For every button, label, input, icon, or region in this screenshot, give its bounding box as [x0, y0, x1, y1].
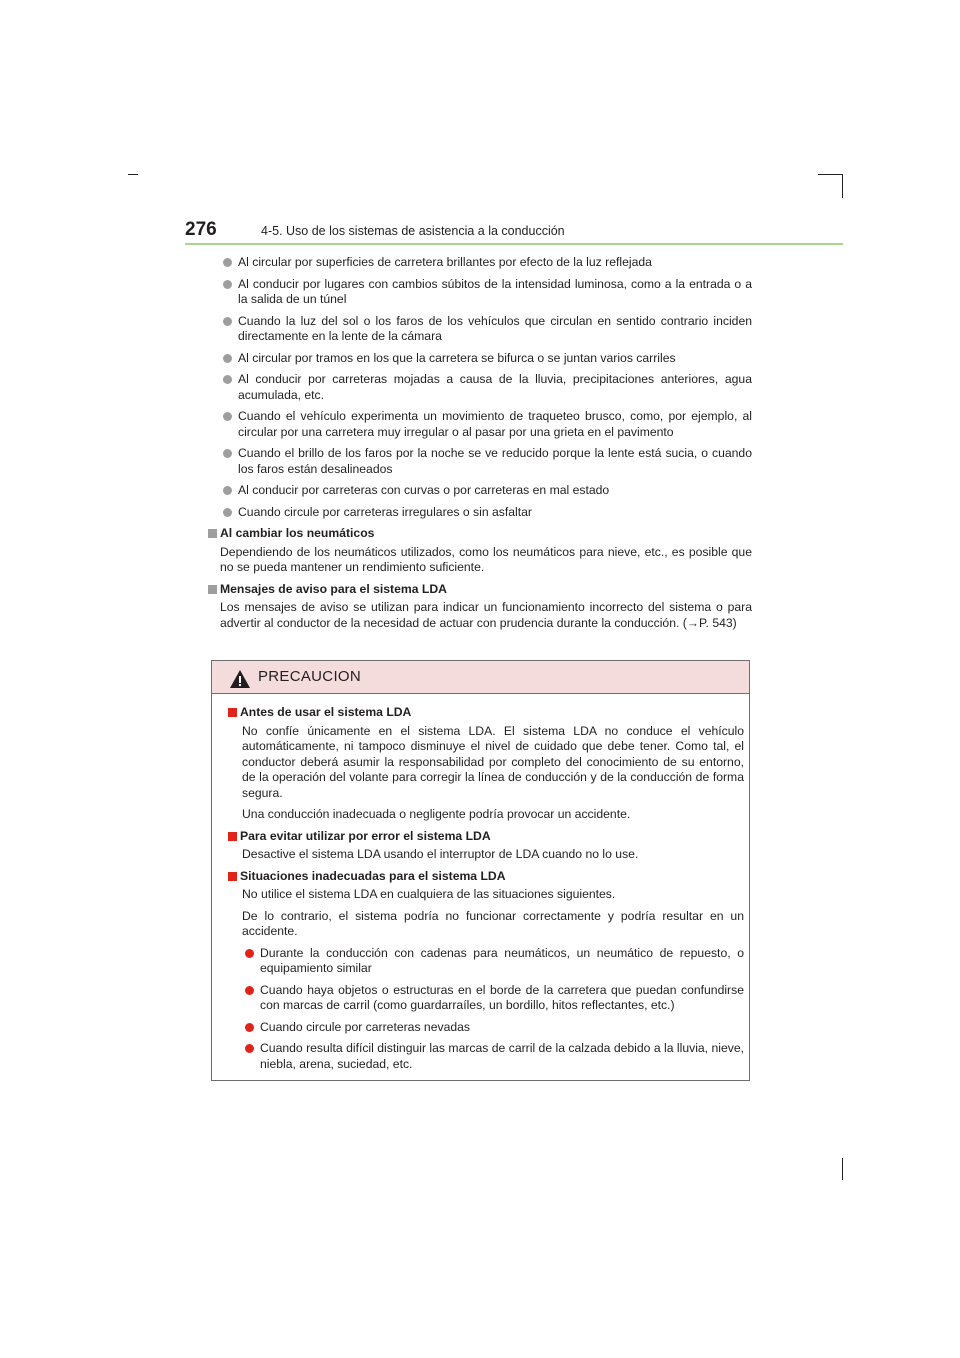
- bullet-icon: [223, 280, 232, 289]
- caution-heading: Para evitar utilizar por error el sistema LDA: [228, 829, 744, 845]
- bullet-icon: [245, 1023, 254, 1032]
- bullet-icon: [223, 375, 232, 384]
- section-heading: Mensajes de aviso para el sistema LDA: [208, 582, 752, 598]
- caution-heading: Antes de usar el sistema LDA: [228, 705, 744, 721]
- list-item: Al conducir por carreteras mojadas a causa de la lluvia, precipitaciones anteriores, agua acumulada, etc.: [220, 372, 752, 403]
- list-item: Al circular por superficies de carretera brillantes por efecto de la luz reflejada: [220, 255, 752, 271]
- list-item: Al conducir por lugares con cambios súbitos de la intensidad luminosa, como a la entrada o a la salida de un túnel: [220, 277, 752, 308]
- section-title: 4-5. Uso de los sistemas de asistencia a la conducción: [261, 224, 565, 238]
- list-item: Cuando el brillo de los faros por la noche se ve reducido porque la lente está sucia, o cuando los faros están desalineados: [220, 446, 752, 477]
- square-bullet-icon: [208, 529, 217, 538]
- bullet-icon: [223, 412, 232, 421]
- list-item: Cuando circule por carreteras irregulares o sin asfaltar: [220, 505, 752, 521]
- caution-body: [228, 705, 744, 1078]
- section-heading: Al cambiar los neumáticos: [208, 526, 752, 542]
- square-bullet-icon: [208, 585, 217, 594]
- list-item: Cuando circule por carreteras nevadas: [242, 1020, 744, 1036]
- crop-mark: [818, 174, 842, 175]
- bullet-icon: [223, 317, 232, 326]
- square-bullet-icon: [228, 872, 237, 881]
- body-content: [220, 255, 752, 637]
- list-item: Cuando haya objetos o estructuras en el borde de la carretera que puedan confundirse con marcas de carril (como guardarraíles, un bordillo, hitos reflectantes, etc.): [242, 983, 744, 1014]
- header-rule: [185, 243, 843, 245]
- caution-heading: Situaciones inadecuadas para el sistema LDA: [228, 869, 744, 885]
- bullet-icon: [223, 486, 232, 495]
- list-item: Al conducir por carreteras con curvas o por carreteras en mal estado: [220, 483, 752, 499]
- bullet-icon: [245, 986, 254, 995]
- list-item: Al circular por tramos en los que la carretera se bifurca o se juntan varios carriles: [220, 351, 752, 367]
- caution-header: [212, 661, 749, 694]
- square-bullet-icon: [228, 832, 237, 841]
- bullet-icon: [223, 508, 232, 517]
- crop-mark: [842, 174, 843, 198]
- list-item: Cuando resulta difícil distinguir las marcas de carril de la calzada debido a la lluvia, nieve, niebla, arena, suciedad, etc.: [242, 1041, 744, 1072]
- bullet-icon: [223, 258, 232, 267]
- warning-triangle-icon: [229, 669, 251, 689]
- section-text: Dependiendo de los neumáticos utilizados, como los neumáticos para nieve, etc., es posible que no se pueda mantener un rendimiento suficiente.: [220, 544, 752, 574]
- caution-box: [211, 660, 750, 1081]
- page-number: 276: [185, 219, 217, 240]
- list-item: Durante la conducción con cadenas para neumáticos, un neumático de repuesto, o equipamiento similar: [242, 946, 744, 977]
- bullet-icon: [245, 1044, 254, 1053]
- caution-title: PRECAUCION: [258, 668, 362, 685]
- caution-text: De lo contrario, el sistema podría no funcionar correctamente y podría resultar en un accidente.: [242, 908, 744, 938]
- caution-text: No confíe únicamente en el sistema LDA. El sistema LDA no conduce el vehículo automáticamente, ni tampoco disminuye el nivel de cuidado que debe tener. Como tal, el conductor deberá asumir la responsabilidad por completo del conocimiento de su entorno, de la operación del volante para corregir la línea de conducción y de la conducción de forma segura.: [242, 723, 744, 800]
- bullet-icon: [223, 449, 232, 458]
- square-bullet-icon: [228, 708, 237, 717]
- list-item: Cuando el vehículo experimenta un movimiento de traqueteo brusco, como, por ejemplo, al circular por una carretera muy irregular o al pasar por una grieta en el pavimento: [220, 409, 752, 440]
- caution-text: Una conducción inadecuada o negligente podría provocar un accidente.: [242, 807, 631, 821]
- crop-mark: [128, 174, 138, 175]
- bullet-icon: [223, 354, 232, 363]
- bullet-icon: [245, 949, 254, 958]
- section-text: Los mensajes de aviso se utilizan para indicar un funcionamiento incorrecto del sistema o para advertir al conductor de la necesidad de actuar con prudencia durante la conducción. (→P. 543): [220, 600, 752, 630]
- crop-mark: [842, 1158, 843, 1180]
- list-item: Cuando la luz del sol o los faros de los vehículos que circulan en sentido contrario inciden directamente en la lente de la cámara: [220, 314, 752, 345]
- caution-text: No utilice el sistema LDA en cualquiera de las situaciones siguientes.: [242, 887, 616, 901]
- caution-text: Desactive el sistema LDA usando el interruptor de LDA cuando no lo use.: [242, 847, 639, 861]
